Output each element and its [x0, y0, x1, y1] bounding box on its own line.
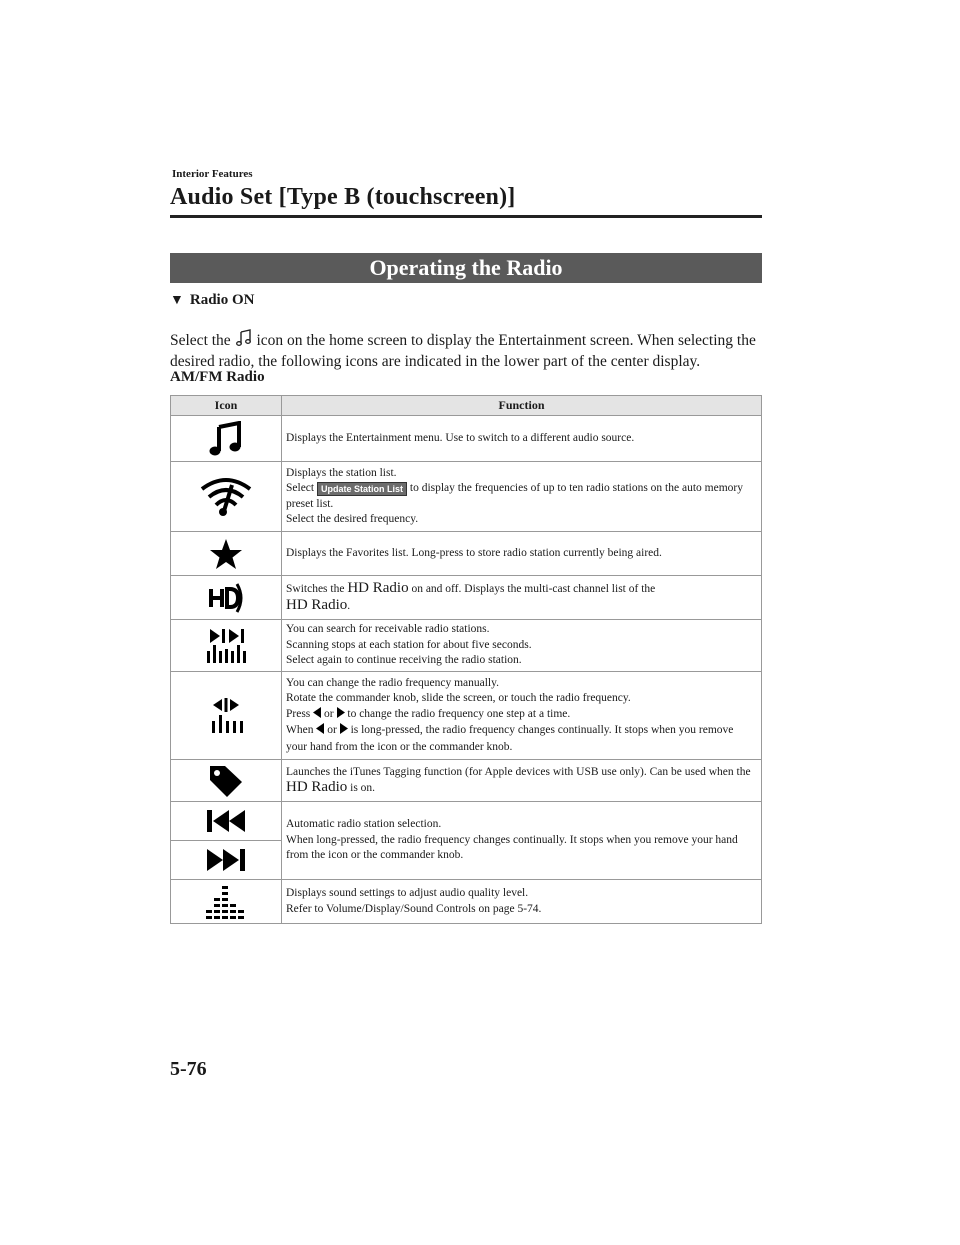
radio-signal-icon	[171, 477, 281, 517]
intro-paragraph	[170, 329, 770, 372]
triangle-right-icon	[337, 707, 345, 724]
function-cell	[282, 880, 762, 924]
intro-text-rest: icon on the home screen to display the Entertainment screen. When selecting the desired radio, the following icons are indicated in the lower part of the center display.	[170, 332, 756, 370]
music-note-icon	[235, 329, 253, 347]
row-text: Select Update Station List to display the frequencies of up to ten radio stations on the auto memory preset list.	[286, 482, 743, 510]
skip-back-cell	[171, 802, 281, 841]
table-row	[171, 416, 762, 462]
skip-back-icon	[205, 808, 247, 834]
function-cell	[282, 672, 762, 760]
hd-radio-icon	[171, 581, 281, 615]
icon-column-header: Icon	[171, 396, 282, 416]
row-text: Refer to Volume/Display/Sound Controls on page 5-74.	[286, 902, 542, 915]
intro-text-start: Select the	[170, 332, 231, 349]
music-note-icon	[171, 421, 281, 457]
table-row	[171, 760, 762, 802]
function-cell	[282, 802, 762, 880]
hd-radio-logo: HD Radio	[286, 779, 348, 795]
page-title: Audio Set [Type B (touchscreen)]	[170, 184, 516, 210]
triangle-left-icon	[316, 723, 324, 740]
function-cell	[282, 620, 762, 672]
table-row	[171, 532, 762, 576]
row-text: Press or to change the radio frequency one step at a time.	[286, 707, 755, 724]
hd-radio-logo: HD Radio	[347, 580, 409, 596]
section-banner: Operating the Radio	[170, 253, 762, 283]
subheading	[170, 292, 254, 309]
row-text: Automatic radio station selection.	[286, 818, 442, 831]
table-header-row	[171, 396, 762, 416]
table-row	[171, 880, 762, 924]
skip-forward-cell	[171, 841, 281, 879]
function-table	[170, 395, 762, 924]
row-text: Scanning stops at each station for about five seconds.	[286, 638, 532, 651]
table-row	[171, 802, 762, 880]
skip-forward-icon	[205, 847, 247, 873]
scan-icon	[171, 627, 281, 665]
triangle-right-icon	[340, 723, 348, 740]
row-text: You can change the radio frequency manually.	[286, 676, 499, 689]
table-row	[171, 672, 762, 760]
table-row	[171, 576, 762, 620]
star-icon	[171, 538, 281, 570]
row-text: Displays sound settings to adjust audio quality level.	[286, 887, 529, 899]
function-cell: Switches the HD Radio on and off. Displays the multi-cast channel list of the HD Radio.	[282, 576, 762, 620]
row-text: When or is long-pressed, the radio frequency changes continually. It stops when you remove your hand from the icon or the commander knob.	[286, 724, 734, 753]
row-text: You can search for receivable radio stations.	[286, 623, 490, 636]
section-label: Interior Features	[172, 168, 253, 180]
function-cell: Displays the Favorites list. Long-press to store radio station currently being aired.	[282, 532, 762, 576]
row-text: Select again to continue receiving the radio station.	[286, 654, 522, 667]
hd-radio-logo: HD Radio	[286, 596, 348, 613]
function-column-header: Function	[282, 396, 762, 416]
update-station-list-button: Update Station List	[317, 482, 407, 496]
table-caption: AM/FM Radio	[170, 369, 265, 385]
subheading-text: Radio ON	[189, 292, 255, 308]
triangle-left-icon	[313, 707, 321, 724]
row-text: When long-pressed, the radio frequency changes continually. It stops when you remove your hand from the icon or the commander knob.	[286, 833, 738, 862]
title-rule	[170, 215, 762, 218]
manual-tune-icon	[171, 697, 281, 735]
page-number: 5-76	[170, 1058, 207, 1080]
function-cell: Displays the Entertainment menu. Use to switch to a different audio source.	[282, 416, 762, 462]
row-text: Rotate the commander knob, slide the screen, or touch the radio frequency.	[286, 692, 631, 705]
table-row	[171, 462, 762, 532]
row-text: Displays the station list.	[286, 466, 397, 479]
tag-icon	[171, 764, 281, 798]
row-text: Select the desired frequency.	[286, 513, 419, 525]
equalizer-icon	[171, 885, 281, 919]
table-row	[171, 620, 762, 672]
function-cell	[282, 462, 762, 532]
function-cell: Launches the iTunes Tagging function (for Apple devices with USB use only). Can be used when the HD Radio is on.	[282, 760, 762, 802]
triangle-marker: ▼	[170, 293, 184, 308]
